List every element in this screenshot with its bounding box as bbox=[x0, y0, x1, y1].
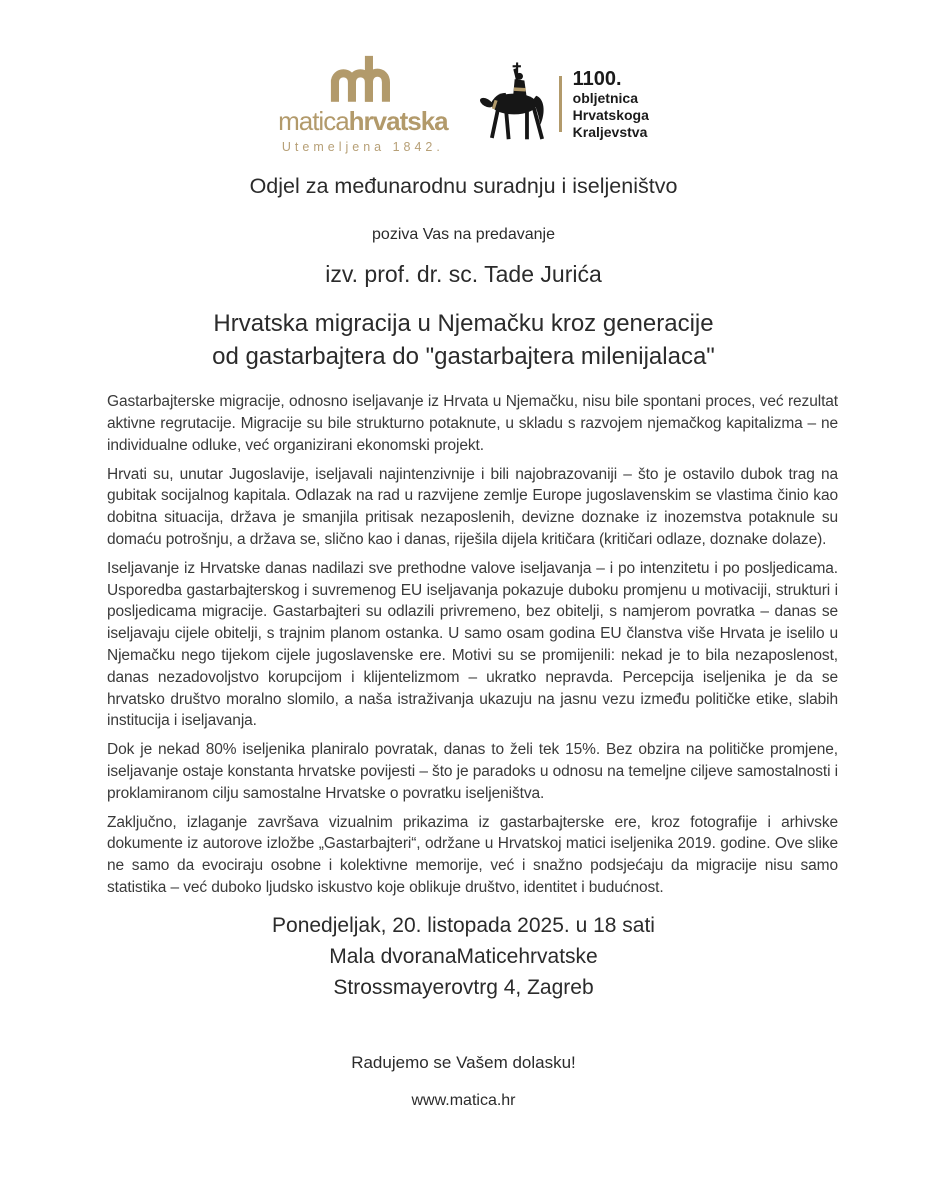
anniversary-line-2: Hrvatskoga bbox=[572, 106, 649, 123]
mh-monogram-icon bbox=[329, 54, 397, 102]
logo-row bbox=[0, 0, 927, 154]
paragraph-1: Gastarbajterske migracije, odnosno iseljavanje iz Hrvata u Njemačku, nisu bile spontani proces, već rezultat aktivne regrutacije. Migracije su bile strukturno potaknute, u skladu s razvojem njemačkog kapitalizma – ne individualne odluke, već organizirani ekonomski projekt. bbox=[107, 393, 838, 454]
event-details bbox=[0, 910, 927, 1003]
talk-title-line-2: od gastarbajtera do "gastarbajtera milenijalaca" bbox=[212, 343, 715, 371]
wordmark-bold: hrvatska bbox=[348, 106, 448, 136]
event-datetime: Ponedjeljak, 20. listopada 2025. u 18 sati bbox=[272, 913, 655, 937]
wordmark-tagline: Utemeljena 1842. bbox=[281, 140, 444, 155]
invite-line: poziva Vas na predavanje bbox=[372, 226, 555, 244]
paragraph-5: Zaključno, izlaganje završava vizualnim prikazima iz gastarbajterske ere, kroz fotografije i arhivske dokumente iz autorove izložbe „Gastarbajteri“, održane u Hrvatskoj matici iseljenika 2019. godine. Ove slike ne samo da evociraju osobne i kolektivne memorije, već i snažno podsjećaju da migracije nisu samo statistika – već duboko ljudsko iskustvo koje oblikuje društvo, identitet i budućnost. bbox=[107, 813, 838, 897]
horse-rider-icon bbox=[478, 60, 550, 148]
body-text bbox=[107, 391, 838, 899]
logo-divider bbox=[559, 76, 562, 132]
wordmark-regular: matica bbox=[278, 106, 349, 136]
anniversary-line-1: obljetnica bbox=[572, 89, 638, 106]
anniversary-line-3: Kraljevstva bbox=[572, 123, 648, 140]
paragraph-2: Hrvati su, unutar Jugoslavije, iseljavali najintenzivnije i bili najobrazovaniji – što je ostavilo dubok trag na gubitak socijalnog kapitala. Odlazak na rad u razvijene zemlje Europe jugoslavenskim se vlastima činio kao dobitna situacija, država je smanjila pritisak nezaposlenih, devizne doznake iz inozemstva potaknule su domaću potrošnju, a država se, slično kao i danas, riješila dijela kritičara (kritičari odlaze, doznake dolaze). bbox=[107, 465, 838, 549]
talk-title bbox=[0, 307, 927, 373]
talk-title-line-1: Hrvatska migracija u Njemačku kroz generacije bbox=[213, 310, 714, 338]
speaker-name: izv. prof. dr. sc. Tade Jurića bbox=[325, 261, 602, 288]
paragraph-4: Dok je nekad 80% iseljenika planiralo povratak, danas to želi tek 15%. Bez obzira na političke promjene, iseljavanje ostaje konstanta hrvatske povijesti – što je paradoks u odnosu na temeljne ciljeve samostalnosti i proklamiranom cilju samostalne Hrvatske o povratku iseljeništva. bbox=[107, 741, 838, 802]
matica-wordmark bbox=[278, 108, 448, 135]
anniversary-text bbox=[573, 68, 649, 141]
website-url: www.matica.hr bbox=[411, 1091, 516, 1109]
closing-line: Radujemo se Vašem dolasku! bbox=[351, 1052, 576, 1072]
event-address: Strossmayerovtrg 4, Zagreb bbox=[333, 975, 594, 999]
anniversary-number: 1100. bbox=[572, 67, 622, 90]
logo-matica-hrvatska bbox=[278, 54, 448, 154]
department-heading: Odjel za međunarodnu suradnju i iseljeništvo bbox=[249, 174, 678, 199]
event-venue: Mala dvoranaMaticehrvatske bbox=[329, 944, 598, 968]
logo-anniversary bbox=[478, 60, 649, 148]
paragraph-3: Iseljavanje iz Hrvatske danas nadilazi sve prethodne valove iseljavanja – i po intenzitetu i po posljedicama. Usporedba gastarbajterskog i suvremenog EU iseljavanja pokazuje duboku promjenu u motivaciji, strukturi i posljedicama migracije. Gastarbajteri su odlazili privremeno, bez obitelji, s namjerom povratka – danas se iseljavaju cijele obitelji, s trajnim planom ostanka. U samo osam godina EU članstva više Hrvata je iselilo u Njemačku nego tijekom cijele jugoslavenske ere. Motivi su se promijenili: nekad je to bila nezaposlenost, danas nezadovoljstvo korupcijom i klijentelizmom – ukratko nepravda. Percepcija iseljenika je da se hrvatsko društvo moralno slomilo, a naša istraživanja ukazuju na jasnu vezu između političke etike, slabih institucija i iseljavanja. bbox=[107, 559, 838, 730]
